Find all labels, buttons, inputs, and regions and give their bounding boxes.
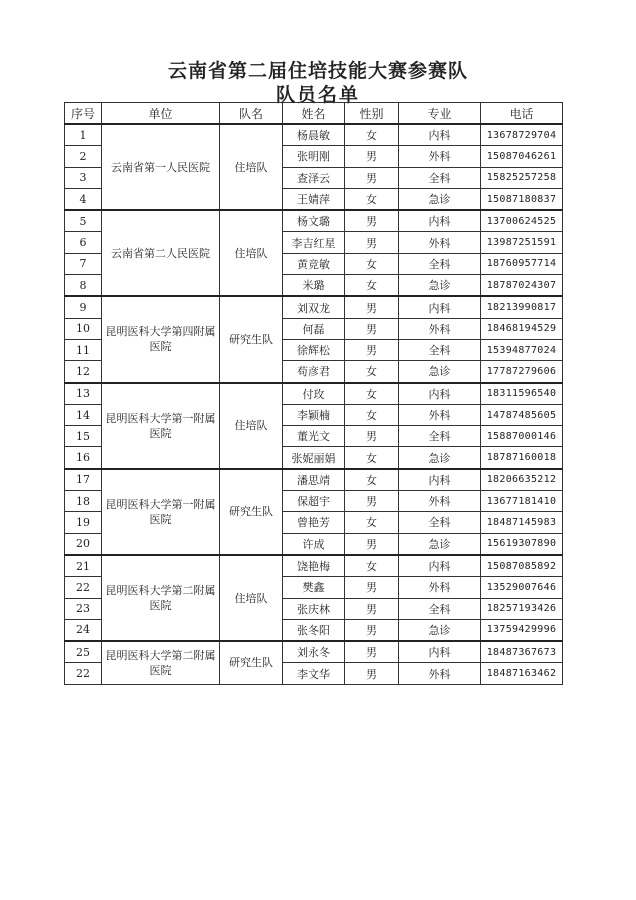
cell-gender: 女 bbox=[345, 555, 399, 577]
cell-specialty: 全科 bbox=[399, 426, 481, 447]
cell-name: 李吉红星 bbox=[283, 232, 345, 253]
cell-unit: 昆明医科大学第二附属医院 bbox=[102, 555, 220, 641]
cell-name: 樊鑫 bbox=[283, 577, 345, 598]
cell-gender: 男 bbox=[345, 339, 399, 360]
roster-table bbox=[64, 102, 563, 685]
cell-name: 潘思靖 bbox=[283, 469, 345, 491]
cell-index: 25 bbox=[65, 641, 102, 663]
cell-name: 何磊 bbox=[283, 318, 345, 339]
header-name: 姓名 bbox=[283, 103, 345, 125]
cell-gender: 男 bbox=[345, 296, 399, 318]
header-unit: 单位 bbox=[102, 103, 220, 125]
cell-name: 曾艳芳 bbox=[283, 512, 345, 533]
cell-index: 8 bbox=[65, 275, 102, 297]
cell-unit: 云南省第二人民医院 bbox=[102, 210, 220, 296]
cell-index: 19 bbox=[65, 512, 102, 533]
cell-specialty: 外科 bbox=[399, 404, 481, 425]
header-specialty: 专业 bbox=[399, 103, 481, 125]
cell-unit: 昆明医科大学第一附属医院 bbox=[102, 383, 220, 469]
cell-index: 20 bbox=[65, 533, 102, 555]
cell-name: 饶艳梅 bbox=[283, 555, 345, 577]
cell-name: 李文华 bbox=[283, 663, 345, 684]
cell-phone: 18787160018 bbox=[481, 447, 563, 469]
cell-index: 13 bbox=[65, 383, 102, 405]
cell-index: 9 bbox=[65, 296, 102, 318]
cell-phone: 18487367673 bbox=[481, 641, 563, 663]
document-title: 云南省第二届住培技能大赛参赛队 bbox=[167, 60, 468, 82]
header-row bbox=[65, 103, 563, 125]
cell-phone: 13987251591 bbox=[481, 232, 563, 253]
cell-index: 15 bbox=[65, 426, 102, 447]
cell-team: 研究生队 bbox=[220, 296, 283, 382]
cell-specialty: 全科 bbox=[399, 339, 481, 360]
cell-specialty: 外科 bbox=[399, 663, 481, 684]
cell-index: 3 bbox=[65, 167, 102, 188]
cell-phone: 15825257258 bbox=[481, 167, 563, 188]
cell-index: 1 bbox=[65, 124, 102, 146]
cell-index: 18 bbox=[65, 491, 102, 512]
cell-gender: 男 bbox=[345, 426, 399, 447]
header-gender: 性别 bbox=[345, 103, 399, 125]
cell-phone: 18468194529 bbox=[481, 318, 563, 339]
cell-index: 16 bbox=[65, 447, 102, 469]
cell-gender: 女 bbox=[345, 253, 399, 274]
cell-phone: 13700624525 bbox=[481, 210, 563, 232]
cell-gender: 男 bbox=[345, 598, 399, 619]
cell-gender: 男 bbox=[345, 491, 399, 512]
table-row bbox=[65, 555, 563, 577]
cell-team: 住培队 bbox=[220, 210, 283, 296]
cell-gender: 男 bbox=[345, 318, 399, 339]
cell-gender: 女 bbox=[345, 512, 399, 533]
cell-name: 张明刚 bbox=[283, 146, 345, 167]
cell-specialty: 外科 bbox=[399, 318, 481, 339]
cell-phone: 15394877024 bbox=[481, 339, 563, 360]
cell-specialty: 外科 bbox=[399, 491, 481, 512]
cell-index: 6 bbox=[65, 232, 102, 253]
table-row bbox=[65, 641, 563, 663]
cell-specialty: 内科 bbox=[399, 210, 481, 232]
cell-name: 查泽云 bbox=[283, 167, 345, 188]
cell-specialty: 全科 bbox=[399, 253, 481, 274]
cell-name: 米璐 bbox=[283, 275, 345, 297]
cell-name: 杨文璐 bbox=[283, 210, 345, 232]
roster-body bbox=[65, 124, 563, 684]
cell-specialty: 外科 bbox=[399, 146, 481, 167]
cell-index: 5 bbox=[65, 210, 102, 232]
cell-phone: 18787024307 bbox=[481, 275, 563, 297]
cell-index: 22 bbox=[65, 663, 102, 684]
cell-specialty: 内科 bbox=[399, 124, 481, 146]
cell-specialty: 急诊 bbox=[399, 275, 481, 297]
cell-phone: 15087046261 bbox=[481, 146, 563, 167]
cell-gender: 女 bbox=[345, 361, 399, 383]
cell-specialty: 内科 bbox=[399, 469, 481, 491]
cell-gender: 男 bbox=[345, 167, 399, 188]
cell-team: 住培队 bbox=[220, 555, 283, 641]
cell-phone: 13529007646 bbox=[481, 577, 563, 598]
cell-phone: 13677181410 bbox=[481, 491, 563, 512]
cell-gender: 男 bbox=[345, 577, 399, 598]
cell-team: 研究生队 bbox=[220, 469, 283, 555]
cell-gender: 男 bbox=[345, 210, 399, 232]
cell-index: 12 bbox=[65, 361, 102, 383]
cell-gender: 女 bbox=[345, 469, 399, 491]
cell-name: 刘双龙 bbox=[283, 296, 345, 318]
cell-name: 徐辉松 bbox=[283, 339, 345, 360]
cell-index: 11 bbox=[65, 339, 102, 360]
cell-name: 张妮丽娟 bbox=[283, 447, 345, 469]
cell-index: 7 bbox=[65, 253, 102, 274]
cell-phone: 17787279606 bbox=[481, 361, 563, 383]
cell-phone: 13759429996 bbox=[481, 619, 563, 641]
cell-unit: 昆明医科大学第一附属医院 bbox=[102, 469, 220, 555]
cell-phone: 18760957714 bbox=[481, 253, 563, 274]
cell-name: 董光文 bbox=[283, 426, 345, 447]
document-subtitle: 队员名单 bbox=[275, 84, 360, 106]
header-index: 序号 bbox=[65, 103, 102, 125]
cell-index: 2 bbox=[65, 146, 102, 167]
cell-gender: 女 bbox=[345, 124, 399, 146]
cell-unit: 昆明医科大学第四附属医院 bbox=[102, 296, 220, 382]
cell-gender: 女 bbox=[345, 404, 399, 425]
cell-phone: 15887000146 bbox=[481, 426, 563, 447]
cell-phone: 15087085892 bbox=[481, 555, 563, 577]
cell-specialty: 急诊 bbox=[399, 533, 481, 555]
cell-gender: 男 bbox=[345, 232, 399, 253]
cell-gender: 女 bbox=[345, 188, 399, 210]
table-row bbox=[65, 296, 563, 318]
cell-index: 21 bbox=[65, 555, 102, 577]
cell-name: 王婧萍 bbox=[283, 188, 345, 210]
cell-phone: 18311596540 bbox=[481, 383, 563, 405]
cell-gender: 女 bbox=[345, 447, 399, 469]
cell-gender: 男 bbox=[345, 619, 399, 641]
cell-gender: 男 bbox=[345, 146, 399, 167]
cell-gender: 男 bbox=[345, 533, 399, 555]
cell-phone: 18487145983 bbox=[481, 512, 563, 533]
cell-phone: 14787485605 bbox=[481, 404, 563, 425]
cell-team: 研究生队 bbox=[220, 641, 283, 684]
table-row bbox=[65, 469, 563, 491]
cell-index: 24 bbox=[65, 619, 102, 641]
cell-unit: 云南省第一人民医院 bbox=[102, 124, 220, 210]
cell-index: 22 bbox=[65, 577, 102, 598]
cell-specialty: 全科 bbox=[399, 167, 481, 188]
cell-phone: 18487163462 bbox=[481, 663, 563, 684]
cell-index: 4 bbox=[65, 188, 102, 210]
cell-name: 付玫 bbox=[283, 383, 345, 405]
cell-index: 17 bbox=[65, 469, 102, 491]
cell-phone: 18213990817 bbox=[481, 296, 563, 318]
cell-specialty: 急诊 bbox=[399, 361, 481, 383]
cell-gender: 女 bbox=[345, 275, 399, 297]
cell-name: 张冬阳 bbox=[283, 619, 345, 641]
cell-specialty: 急诊 bbox=[399, 188, 481, 210]
cell-phone: 13678729704 bbox=[481, 124, 563, 146]
cell-specialty: 全科 bbox=[399, 598, 481, 619]
cell-gender: 男 bbox=[345, 641, 399, 663]
cell-name: 杨晨敏 bbox=[283, 124, 345, 146]
cell-name: 黄竞敏 bbox=[283, 253, 345, 274]
cell-name: 许成 bbox=[283, 533, 345, 555]
cell-index: 14 bbox=[65, 404, 102, 425]
cell-gender: 男 bbox=[345, 663, 399, 684]
cell-team: 住培队 bbox=[220, 124, 283, 210]
cell-phone: 18206635212 bbox=[481, 469, 563, 491]
table-row bbox=[65, 210, 563, 232]
cell-index: 10 bbox=[65, 318, 102, 339]
header-team: 队名 bbox=[220, 103, 283, 125]
cell-specialty: 外科 bbox=[399, 232, 481, 253]
cell-specialty: 内科 bbox=[399, 296, 481, 318]
cell-phone: 15087180837 bbox=[481, 188, 563, 210]
cell-specialty: 急诊 bbox=[399, 619, 481, 641]
cell-phone: 18257193426 bbox=[481, 598, 563, 619]
cell-specialty: 外科 bbox=[399, 577, 481, 598]
cell-specialty: 全科 bbox=[399, 512, 481, 533]
cell-name: 苟彦君 bbox=[283, 361, 345, 383]
cell-name: 李颖楠 bbox=[283, 404, 345, 425]
cell-specialty: 内科 bbox=[399, 555, 481, 577]
cell-name: 刘永冬 bbox=[283, 641, 345, 663]
cell-phone: 15619307890 bbox=[481, 533, 563, 555]
cell-name: 张庆林 bbox=[283, 598, 345, 619]
cell-name: 保超宇 bbox=[283, 491, 345, 512]
cell-specialty: 内科 bbox=[399, 383, 481, 405]
cell-unit: 昆明医科大学第二附属医院 bbox=[102, 641, 220, 684]
cell-team: 住培队 bbox=[220, 383, 283, 469]
cell-specialty: 内科 bbox=[399, 641, 481, 663]
cell-specialty: 急诊 bbox=[399, 447, 481, 469]
cell-gender: 女 bbox=[345, 383, 399, 405]
table-row bbox=[65, 383, 563, 405]
cell-index: 23 bbox=[65, 598, 102, 619]
header-phone: 电话 bbox=[481, 103, 563, 125]
table-row bbox=[65, 124, 563, 146]
